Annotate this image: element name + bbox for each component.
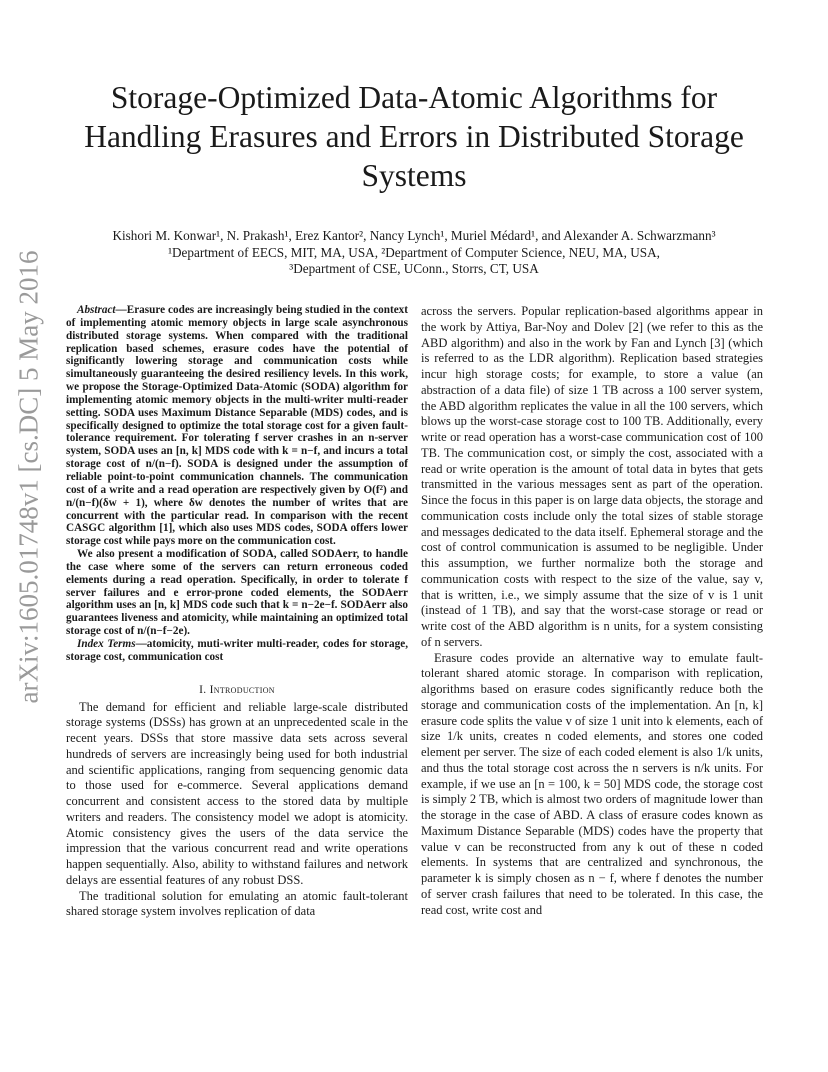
author-block bbox=[40, 228, 788, 278]
arxiv-stamp-text: arXiv:1605.01748v1 [cs.DC] 5 May 2016 bbox=[13, 250, 44, 704]
affiliation-line-2: ³Department of CSE, UConn., Storrs, CT, USA bbox=[289, 261, 539, 276]
abstract bbox=[66, 304, 408, 664]
section-heading-introduction bbox=[66, 684, 408, 696]
abstract-paragraph-2: We also present a modification of SODA, called SODAerr, to handle the case where some of the servers can return erroneous coded elements during a read operation. Specifically, in order to tolerate f server failures and e error-prone coded elements, the SODAerr algorithm uses an [n, k] MDS code such that k = n−2e−f. SODAerr also guarantees liveness and atomicity, while maintaining an optimized total storage cost of n/(n−f−2e). bbox=[66, 548, 408, 638]
body-paragraph: The traditional solution for emulating an atomic fault-tolerant shared storage system involves replication of data bbox=[66, 888, 408, 919]
author-list: Kishori M. Konwar¹, N. Prakash¹, Erez Kantor², Nancy Lynch¹, Muriel Médard¹, and Alexander A. Schwarzmann³ bbox=[112, 228, 716, 243]
body-paragraph: Erasure codes provide an alternative way to emulate fault-tolerant shared atomic storage. In comparison with replication, algorithms based on erasure codes significantly reduce both the storage and communication costs of the implementation. An [n, k] erasure code splits the value v of size 1 unit into k elements, each of size 1/k units, creates n coded elements, and stores one coded element per server. The size of each coded element is also 1/k units, and thus the total storage cost across the n servers is n/k units. For example, if we use an [n = 100, k = 50] MDS code, the storage cost is simply 2 TB, which is almost two orders of magnitude lower than the storage in the case of ABD. A class of erasure codes known as Maximum Distance Separable (MDS) codes have the property that value v can be reconstructed from any k out of these n coded elements. In systems that are centralized and synchronous, the parameter k is simply chosen as n − f, where f denotes the number of server crash failures that need to be tolerated. In this case, the read cost, write cost and bbox=[421, 650, 763, 917]
body-paragraph: The demand for efficient and reliable large-scale distributed storage systems (DSSs) has grown at an unprecedented scale in the recent years. DSSs that store massive data sets across several hundreds of servers are increasingly being used for both industrial and scientific applications, ranging from sequencing genomic data to those used for e-commerce. Several applications demand concurrent and consistent access to the stored data by multiple writers and readers. The consistency model we adopt is atomicity. Atomic consistency gives the users of the data service the impression that the various concurrent read and write operations happen sequentially. Also, ability to withstand failures and network delays are essential features of any robust DSS. bbox=[66, 699, 408, 887]
abstract-paragraph-1: Abstract—Erasure codes are increasingly being studied in the context of implementing atomic memory objects in large scale asynchronous distributed storage systems. When compared with the traditional replication based schemes, erasure codes have the potential of significantly lowering storage and communication costs while simultaneously guaranteeing the desired resiliency levels. In this work, we propose the Storage-Optimized Data-Atomic (SODA) algorithm for implementing atomic memory objects in the multi-writer multi-reader setting. SODA uses Maximum Distance Separable (MDS) codes, and is specifically designed to optimize the total storage cost for a given fault-tolerance requirement. For tolerating f server crashes in an n-server system, SODA uses an [n, k] MDS code with k = n−f, and incurs a total storage cost of n/(n−f). SODA is designed under the assumption of reliable point-to-point communication channels. The communication cost of a write and a read operation are respectively given by O(f²) and n/(n−f)(δw + 1), where δw denotes the number of writes that are concurrent with the particular read. In comparison with the recent CASGC algorithm [1], which also uses MDS codes, SODA offers lower storage cost while pays more on the communication cost. bbox=[66, 304, 408, 548]
index-terms-text: atomicity, muti-writer multi-reader, codes for storage, storage cost, communication cost bbox=[66, 637, 408, 663]
left-column bbox=[66, 304, 408, 920]
section-number: I. bbox=[199, 683, 207, 696]
body-paragraph: across the servers. Popular replication-based algorithms appear in the work by Attiya, Bar-Noy and Dolev [2] (we refer to this as the ABD algorithm) and also in the work by Fan and Lynch [3] (which is referred to as the LDR algorithm). Replication based strategies incur high storage costs; for example, to store a value (an abstraction of a data file) of size 1 TB across a 100 server system, the ABD algorithm replicates the value in all the 100 servers, which blows up the worst-case storage cost to 100 TB. Additionally, every write or read operation has a worst-case communication cost of 100 TB. The communication cost, or simply the cost, associated with a read or write operation is the amount of total data in bytes that gets transmitted in the various messages sent as part of the operation. Since the focus in this paper is on large data objects, the storage and communication costs include only the total sizes of stable storage and messages dedicated to the data itself. Ephemeral storage and the cost of control communication is assumed to be negligible. Under this assumption, we further normalize both the storage and communication costs with respect to the size of the value, say v, that is written, i.e., we simply assume that the size of v is 1 unit (instead of 1 TB), and say that the worst-case storage or read or write cost of the ABD algorithm is n units, for a system consisting of n servers. bbox=[421, 304, 763, 649]
affiliation-line-1: ¹Department of EECS, MIT, MA, USA, ²Department of Computer Science, NEU, MA, USA, bbox=[168, 244, 660, 260]
abstract-label: Abstract bbox=[77, 304, 116, 316]
intro-left-body bbox=[66, 700, 408, 921]
index-terms: Index Terms—atomicity, muti-writer multi-reader, codes for storage, storage cost, communication cost bbox=[66, 637, 408, 663]
arxiv-stamp bbox=[11, 250, 47, 704]
right-column bbox=[421, 304, 763, 918]
section-title: Introduction bbox=[209, 683, 275, 696]
abstract-text-1: Erasure codes are increasingly being studied in the context of implementing atomic memory objects in large scale asynchronous distributed storage systems. When compared with the traditional replication based schemes, erasure codes have the potential of significantly lowering storage and communication costs while simultaneously guaranteeing the desired resiliency levels. In this work, we propose the Storage-Optimized Data-Atomic (SODA) algorithm for implementing atomic memory objects in the multi-writer multi-reader setting. SODA uses Maximum Distance Separable (MDS) codes, and is specifically designed to optimize the total storage cost for a given fault-tolerance requirement. For tolerating f server crashes in an n-server system, SODA uses an [n, k] MDS code with k = n−f, and incurs a total storage cost of n/(n−f). SODA is designed under the assumption of reliable point-to-point communication channels. The communication cost of a write and a read operation are respectively given by O(f²) and n/(n−f)(δw + 1), where δw denotes the number of writes that are concurrent with the particular read. In comparison with the recent CASGC algorithm [1], which also uses MDS codes, SODA offers lower storage cost while pays more on the communication cost. bbox=[66, 304, 408, 548]
index-terms-label: Index Terms bbox=[77, 637, 136, 650]
paper-title: Storage-Optimized Data-Atomic Algorithms for Handling Erasures and Errors in Distributed Storage Systems bbox=[84, 80, 744, 193]
intro-right-body bbox=[421, 304, 763, 918]
